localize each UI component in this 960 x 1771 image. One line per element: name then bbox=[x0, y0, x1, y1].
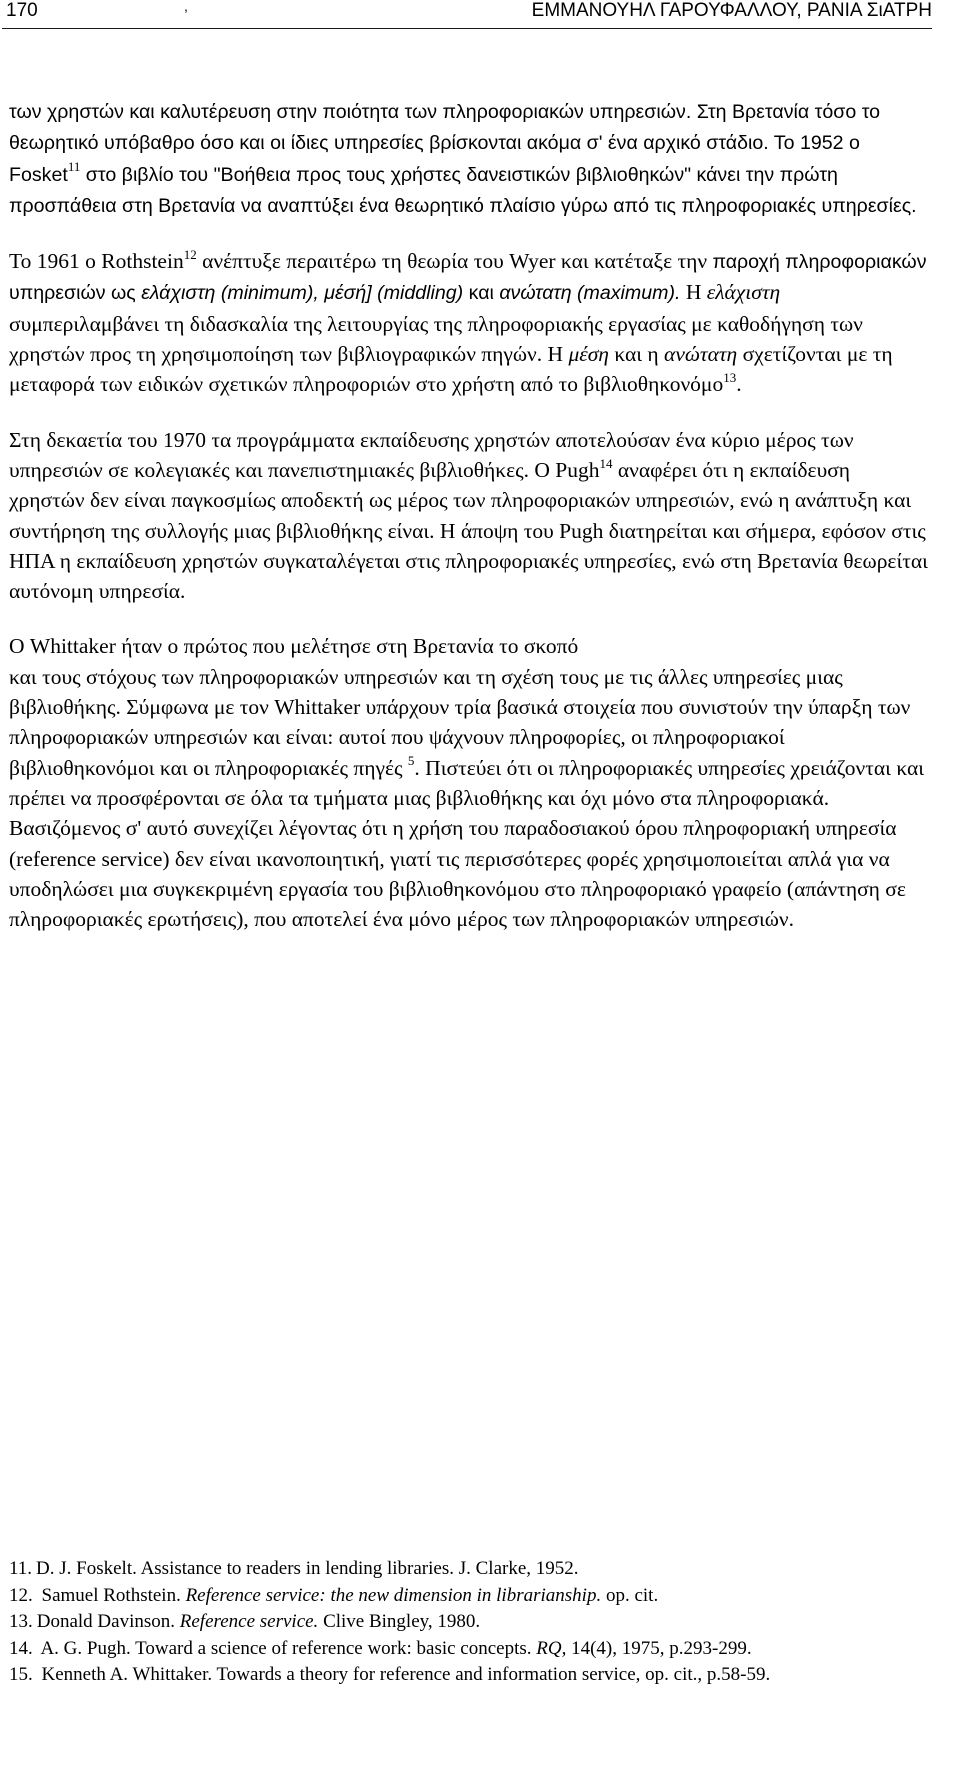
paragraph-4-text: . Πιστεύει ότι οι πληροφοριακές υπηρεσίες χρειάζονται και πρέπει να προσφέρονται σε όλα τα τμήματα μιας βιβλιοθήκης και όχι μόνο στα πληροφοριακά. Βασιζόμενος σ' αυτό συνεχίζει λέγοντας ότι η χρήση του παραδοσιακού όρου πληροφοριακή υπηρεσία (reference service) δεν είναι ικανοποιητική, γιατί τις περισσότερες φορές χρησιμοποιείται απλά για να υποδηλώσει μια συγκεκριμένη εργασία του βιβλιοθηκονόμου στο πληροφοριακό γραφείο (απάντηση σε πληροφοριακές ερωτήσεις), που αποτελεί ένα μόνο μέρος των πληροφοριακών υπηρεσιών. bbox=[9, 755, 925, 932]
main-text bbox=[9, 96, 929, 934]
paragraph-2-text: σχετίζονται με τη μεταφορά των ειδικών σχετικών πληροφοριών στο χρήστη από το βιβλιοθηκονόμο bbox=[9, 342, 893, 397]
paragraph-2 bbox=[9, 246, 929, 399]
footnote-number: 15. bbox=[9, 1664, 33, 1685]
footnote-ref-13: 13 bbox=[723, 370, 737, 386]
paragraph-2-text: και bbox=[463, 282, 500, 305]
footnote-text: D. J. Foskelt. Assistance to readers in lending libraries. J. Clarke, 1952. bbox=[36, 1558, 579, 1579]
paragraph-2-text: . bbox=[736, 372, 742, 397]
footnote-text: Donald Davinson. bbox=[36, 1611, 180, 1632]
paragraph-2-italic: ανώτατη bbox=[664, 342, 738, 367]
footnote-14 bbox=[9, 1636, 929, 1663]
paragraph-2-text: Η bbox=[680, 280, 707, 305]
paragraph-4 bbox=[9, 631, 929, 934]
paragraph-2-text: Το 1961 ο Rothstein bbox=[9, 249, 184, 274]
header-mark: , bbox=[184, 0, 188, 14]
footnotes bbox=[9, 1556, 929, 1689]
footnote-12 bbox=[9, 1583, 929, 1610]
footnote-text: A. G. Pugh. Toward a science of reference work: basic concepts. bbox=[40, 1637, 537, 1659]
footnote-text: Kenneth A. Whittaker. Towards a theory for reference and information service, op. cit., p.58-59. bbox=[41, 1664, 771, 1685]
footnote-11 bbox=[9, 1556, 929, 1583]
running-title: ΕΜΜΑΝΟΥΗΛ ΓΑΡΟΥΦΑΛΛΟΥ, ΡΑΝΙΑ ΣιΑΤΡΗ bbox=[531, 0, 932, 21]
footnote-ref-12: 12 bbox=[183, 247, 197, 263]
footnote-title: Reference service: the new dimension in librarianship. bbox=[185, 1584, 602, 1606]
paragraph-2-italic: ελάχιστη bbox=[706, 280, 781, 305]
paragraph-1-text: των χρηστών και καλυτέρευση στην ποιότητα των πληροφοριακών υπηρεσιών. Στη Βρετανία τόσο το θεωρητικό υπόβαθρο όσο και οι ίδιες υπηρεσίες βρίσκονται ακόμα σ' ένα αρχικό στάδιο. bbox=[9, 101, 881, 155]
footnote-title: RQ, bbox=[536, 1637, 567, 1659]
footnote-ref-11: 11 bbox=[67, 159, 81, 175]
footnote-number: 11. bbox=[9, 1558, 33, 1579]
footnote-13 bbox=[9, 1609, 929, 1636]
footnote-number: 13. bbox=[9, 1611, 33, 1632]
paragraph-3 bbox=[9, 425, 929, 607]
page-number: 170 bbox=[6, 0, 38, 21]
footnote-text: op. cit. bbox=[601, 1584, 659, 1606]
paragraph-1 bbox=[9, 96, 929, 221]
paragraph-2-text: ανέπτυξε περαιτέρω τη θεωρία του Wyer και κατέταξε την bbox=[196, 249, 713, 274]
paragraph-2-italic: μέση bbox=[568, 342, 609, 367]
footnote-ref-14: 14 bbox=[599, 455, 613, 471]
paragraph-2-italic: ανώτατη (maximum). bbox=[499, 282, 681, 305]
page-header bbox=[2, 0, 932, 29]
paragraph-3-text: αναφέρει ότι η εκπαίδευση χρηστών δεν είναι παγκοσμίως αποδεκτή ως μέρος των πληροφοριακών υπηρεσιών, ενώ η ανάπτυξη και συντήρηση της συλλογής μιας βιβλιοθήκης είναι. Η άποψη του Pugh διατηρείται και σήμερα, εφόσον στις ΗΠΑ η εκπαίδευση χρηστών συγκαταλέγεται στις πληροφοριακές υπηρεσίες, ενώ στη Βρετανία θεωρείται αυτόνομη υπηρεσία. bbox=[9, 457, 928, 604]
footnote-text: Samuel Rothstein. bbox=[41, 1584, 186, 1606]
paragraph-2-text: συμπεριλαμβάνει τη διδασκαλία της λειτουργίας της πληροφοριακής εργασίας με καθοδήγηση των χρηστών προς τη χρησιμοποίηση των βιβλιογραφικών πηγών. Η bbox=[9, 311, 863, 367]
footnote-text: Clive Bingley, 1980. bbox=[318, 1611, 481, 1632]
paragraph-2-text: παροχή πληροφοριακών υπηρεσιών ως bbox=[9, 251, 927, 305]
paragraph-1-text: στο βιβλίο του "Βοήθεια προς τους χρήστες δανειστικών βιβλιοθηκών" κάνει την πρώτη προσπάθεια στη Βρετανία να αναπτύξει ένα θεωρητικό πλαίσιο γύρω από τις πληροφοριακές υπηρεσίες. bbox=[9, 163, 917, 217]
paragraph-3-text: Στη δεκαετία του 1970 τα προγράμματα εκπαίδευσης χρηστών αποτελούσαν ένα κύριο μέρος των υπηρεσιών σε κολεγιακές και πανεπιστημιακές βιβλιοθήκες. Ο Pugh bbox=[9, 427, 854, 482]
paragraph-2-italic: ελάχιστη (minimum), μέσή] (middling) bbox=[141, 282, 464, 305]
paragraph-4-text: και τους στόχους των πληροφοριακών υπηρεσιών και τη σχέση τους με τις άλλες υπηρεσίες μιας βιβλιοθήκης. Σύμφωνα με τον Whittaker υπάρχουν τρία βασικά στοιχεία που συνιστούν την ύπαρξη των πληροφοριακών υπηρεσιών και είναι: αυτοί που ψάχνουν πληροφορίες, οι πληροφοριακοί βιβλιοθηκονόμοι και οι πληροφοριακές πηγές bbox=[9, 664, 911, 780]
paragraph-1-text: Το 1952 ο Fosket bbox=[9, 132, 860, 186]
footnote-15 bbox=[9, 1662, 929, 1689]
footnote-text: 14(4), 1975, p.293-299. bbox=[566, 1637, 752, 1659]
footnote-title: Reference service. bbox=[179, 1611, 319, 1632]
footnote-number: 14. bbox=[9, 1637, 33, 1659]
paragraph-2-text: και η bbox=[608, 342, 665, 367]
footnote-ref-5: 5 bbox=[407, 753, 415, 769]
paragraph-4-first-line: Ο Whittaker ήταν ο πρώτος που μελέτησε στη Βρετανία το σκοπό bbox=[9, 634, 579, 659]
footnote-number: 12. bbox=[9, 1584, 33, 1606]
